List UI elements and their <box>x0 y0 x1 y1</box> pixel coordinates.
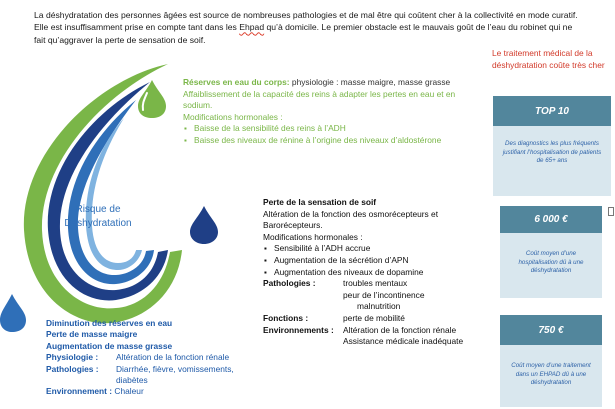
pathologies-value-blue: Diarrhée, fièvre, vomissements, diabètes <box>116 363 234 386</box>
stat-card-top10 <box>493 96 611 196</box>
treatment-cost-note: Le traitement médical de la déshydratation coûte très cher <box>492 48 605 70</box>
stat-card-body: Des diagnostics les plus fréquents justifiant l’hospitalisation de patients de 65+ ans <box>493 126 611 196</box>
environment-row-blue <box>46 386 266 397</box>
environments-key: Environnements : <box>263 324 334 335</box>
water-drop-icon <box>138 80 166 118</box>
water-drop-icon <box>190 206 218 244</box>
thirst-loss-block <box>263 197 493 348</box>
reserves-decrease-line: Diminution des réserves en eau <box>46 318 173 328</box>
reserves-lead: Réserves en eau du corps: <box>183 77 290 87</box>
water-drop-icon <box>0 294 26 332</box>
stat-card-head: TOP 10 <box>493 96 611 126</box>
functions-row <box>263 313 493 325</box>
environments-values <box>343 325 493 348</box>
fat-mass-increase-line: Augmentation de masse grasse <box>46 340 173 351</box>
physiology-value: Altération de la fonction rénale <box>116 352 230 363</box>
pathology-item: troubles mentaux <box>343 278 408 289</box>
hormonal-changes-label-2: Modifications hormonales : <box>263 231 363 242</box>
stat-card-head: 750 € <box>500 315 602 345</box>
center-label-line2: Déshydratation <box>64 218 132 229</box>
intro-text-2: qu’à domicile. Le premier obstacle est le mauvais goût de l’eau du robinet qui ne fait qu’aggraver la perte de sensation de soif. <box>34 22 573 45</box>
kidney-capacity-text: Affaiblissement de la capacité des reins à adapter les pertes en eau et en sodium. <box>183 88 456 111</box>
physiology-key: Physiologie : <box>46 352 99 363</box>
environment-item: Assistance médicale inadéquate <box>343 336 464 347</box>
reserves-physiology: physiologie : masse maigre, masse grasse <box>289 77 451 87</box>
list-item: ▪ Sensibilité à l’ADH accrue <box>263 243 493 255</box>
list-item: ▪ Augmentation des niveaux de dopamine <box>263 267 493 279</box>
stat-card-head: 6 000 € <box>500 206 602 233</box>
environment-key-blue: Environnement : <box>46 386 113 397</box>
pathologies-key-blue: Pathologies : <box>46 363 99 374</box>
stat-card-ehpad-cost <box>500 315 602 407</box>
pathology-item: peur de l’incontinence <box>343 289 425 300</box>
physiology-row <box>46 352 266 363</box>
environment-item: Altération de la fonction rénale <box>343 324 457 335</box>
pathology-item: malnutrition <box>357 301 401 312</box>
center-label-line1: Risque de <box>75 204 121 215</box>
pathologies-values <box>343 278 493 313</box>
stat-card-body: Coût moyen d’une traitement dans un EHPAD dû à une déshydratation <box>500 345 602 407</box>
stat-card-hospital-cost <box>500 206 602 298</box>
reserves-lead-line <box>183 77 483 89</box>
lean-mass-loss-line: Perte de masse maigre <box>46 329 138 340</box>
body-reserves-block <box>183 77 483 147</box>
intro-ehpad-word: Ehpad <box>239 22 265 33</box>
pathologies-row <box>263 278 493 313</box>
hormonal-changes-label: Modifications hormonales : <box>183 111 283 122</box>
functions-key: Fonctions : <box>263 312 309 323</box>
osmoreceptor-text: Altération de la fonction des osmorécepteurs et Barorécepteurs. <box>263 208 439 231</box>
environment-value-blue: Chaleur <box>112 386 144 397</box>
environments-row <box>263 325 493 348</box>
functions-value: perte de mobilité <box>343 312 405 323</box>
list-item: ▪ Baisse de la sensibilité des reins à l’ADH <box>183 123 483 135</box>
thirst-hormonal-bullets <box>263 243 493 278</box>
list-item: ▪ Baisse des niveaux de rénine à l’origine des niveaux d’aldostérone <box>183 135 483 147</box>
intro-paragraph <box>34 9 582 46</box>
hormonal-bullets <box>183 123 483 146</box>
list-item: ▪ Augmentation de la sécrétion d’APN <box>263 255 493 267</box>
stat-card-body: Coût moyen d’une hospitalisation dû à une déshydratation <box>500 233 602 298</box>
thirst-loss-title: Perte de la sensation de soif <box>263 197 377 207</box>
layout-handle[interactable] <box>608 207 614 216</box>
pathologies-key: Pathologies : <box>263 278 316 289</box>
intro-text-1: La déshydratation des personnes âgées est source de nombreuses pathologies et de mal être qui coûtent cher à la collectivité en mode curatif. Elle est insuffisamment prise en compte tant dans les <box>34 10 578 33</box>
water-reserves-decrease-block <box>46 318 266 398</box>
dehydration-drop-illustration <box>0 60 190 360</box>
pathologies-row-blue <box>46 364 266 387</box>
